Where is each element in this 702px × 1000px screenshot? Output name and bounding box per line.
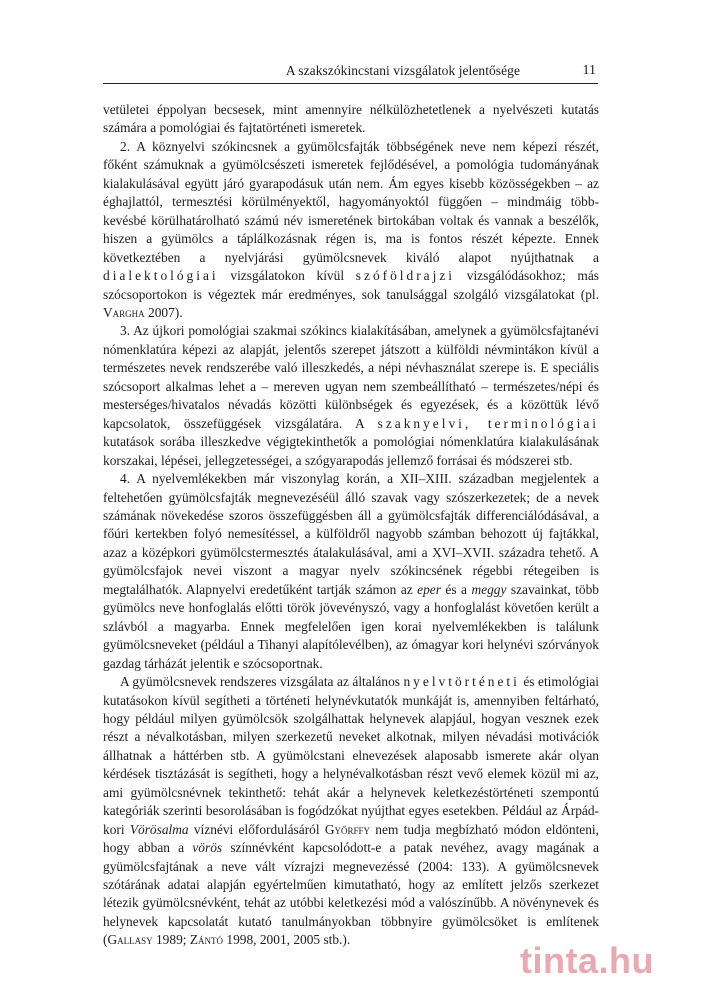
text-run: vizsgálódásokhoz; más szócsoportokon is végeztek már eredményes, sok tanulsággal szolgáló vizsgálatokat (pl.	[103, 268, 600, 302]
publisher-watermark: tinta.hu	[520, 940, 654, 981]
author-name: Győrffy	[324, 821, 371, 837]
spaced-term: szaknyelvi, terminológiai	[377, 415, 599, 431]
text-run: 1998, 2001, 2005 stb.).	[223, 932, 351, 948]
text-run: kutatások sorába illeszkedve végigtekinthetők a pomológiai nómenklatúra kialakulásának korszakai, lépései, jellegzetességei, a szógyarapodás jellemző forrásai és módszerei stb.	[103, 434, 599, 468]
text-run: vetületei éppolyan becsesek, mint amennyire nélkülözhetetlenek a nyelvészeti kutatás számára a pomológiai és fajtatörténeti ismeretek.	[103, 102, 599, 136]
page-number: 11	[582, 63, 596, 78]
author-name: Gallasy	[107, 932, 153, 948]
paragraph-continuation	[103, 101, 599, 138]
text-run: A gyümölcsnevek rendszeres vizsgálata az általános	[120, 674, 404, 690]
text-run: vizsgálatokon kívül	[218, 268, 356, 284]
text-run: nem tudja megbízható módon eldönteni, hogy abban a	[103, 821, 599, 856]
running-head-title: A szakszókincstani vizsgálatok jelentősége	[285, 63, 520, 78]
paragraph-5	[103, 673, 599, 950]
text-run: 1989;	[152, 932, 190, 948]
text-run: színnévként kapcsolódott-e a patak nevéhez, avagy magának a gyümölcsfajtának a neve vált vízrajzi megnevezéssé (2004: 133). A gyümölcsnevek szótárának adatai alapján egyértelműen kimutatható, hogy az említett jelzős szerkezet létezik gyümölcsnévként, tehát az utóbbi keletkezési mód a valószínűbb. A növénynevek és helynevek kapcsolatát kutató tanulmányokban többnyire gyümölcsöket is említenek (	[103, 840, 599, 948]
text-run: 2. A köznyelvi szókincsnek a gyümölcsfajták többségének neve nem képezi részét, főként számuknak a gyümölcsészeti ismeretek fejlődésével, a pomológia tudományának kialakulásával együtt járó gyarapodásuk után nem. Ám egyes kisebb közösségekben – az éghajlattól, termesztési körülményektől, hagyományoktól függően – mindmáig több-kevésbé körülhatárolható számú név ismeretének birtokában voltak és vannak a beszélők, hiszen a gyümölcs a táplálkozásnak régen is, ma is fontos részét képezte. Ennek következtében a nyelvjárási gyümölcsnevek kiváló alapot nyújthatnak a	[103, 138, 599, 265]
italic-word: meggy	[471, 581, 507, 597]
italic-word: Vörösalma	[129, 821, 189, 837]
text-run: 2007).	[144, 304, 183, 320]
body-text	[103, 101, 599, 950]
paragraph-3	[103, 322, 599, 470]
text-run: 3. Az újkori pomológiai szakmai szókincs kialakításában, amelynek a gyümölcsfajtanévi nómenklatúra képezi az alapját, jelentős szerepet játszott a külföldi névmintákon kívül a természetes nevek rendszerébe való illeszkedés, a népi névhasználat szerepe is. E speciális szócsoport alkalmas lehet a – mereven ugyan nem szembeállítható – természetes/népi és mesterséges/hivatalos névadás közötti különbségek és egyezések, és a közöttük lévő kapcsolatok, összefüggések vizsgálatára. A	[103, 323, 599, 431]
paragraph-2	[103, 138, 599, 323]
italic-word: vörös	[192, 840, 223, 856]
author-name: Vargha	[103, 304, 145, 320]
text-run: szavainkat, több gyümölcs neve honfoglalás előtti török jövevényszó, vagy a honfoglalást követően került a szlávból a magyarba. Ennek megfelelően igen korai nyelvemlékekben is találunk gyümölcsneveket (például a Tihanyi alapítólevélben), az ómagyar kori helynévi szórványok gazdag tárházát jelentik e szócsoportnak.	[103, 581, 599, 671]
text-run: víznévi előfordulásáról	[188, 821, 325, 837]
author-name: Zántó	[189, 932, 224, 948]
italic-word: eper	[417, 581, 441, 597]
spaced-term: szóföldrajzi	[355, 268, 456, 284]
paragraph-4	[103, 470, 599, 673]
spaced-term: nyelvtörténeti	[403, 674, 520, 690]
text-run: és a	[440, 581, 472, 597]
spaced-term: dialektológiai	[103, 268, 219, 284]
text-run: 4. A nyelvemlékekben már viszonylag korán, a XII–XIII. században megjelentek a feltehetően gyümölcsfajták megnevezéséül álló szavak vagy szószerkezetek; de a nevek számának növekedése szoros összefüggésben áll a gyümölcsfajták differenciálódásával, a főúri kertekben folyó nemesítéssel, a külföldről nagyobb számban behozott új fajtákkal, azaz a középkori gyümölcstermesztés átalakulásával, ami a XVI–XVII. századra tehető. A gyümölcsfajok nevei viszont a magyar nyelv szókincsének régebbi rétegeiben is megtalálhatók. Alapnyelvi eredetűként tartják számon az	[103, 471, 599, 597]
running-header	[103, 63, 598, 84]
text-run: és etimológiai kutatásokon kívül segítheti a történeti helynévkutatók munkáját is, amennyiben feltárható, hogy például milyen gyümölcsök szolgálhattak helynevek alapjául, hogyan vesznek ezek részt a névalkotásban, milyen szerkezetű neveket alkotnak, milyen névadási motivációk állhatnak a háttérben stb. A gyümölcstani elnevezések alaposabb ismerete akár olyan kérdések tisztázását is segítheti, hogy a helynévalkotásban részt vevő elemek közül mi az, ami gyümölcsnévnek tekinthető: tehát akár a helynevek keletkezéstörténeti szempontú kategóriák szerinti besorolásában is fogódzókat nyújthat egyes esetekben. Például az Árpád-kori	[103, 674, 599, 837]
